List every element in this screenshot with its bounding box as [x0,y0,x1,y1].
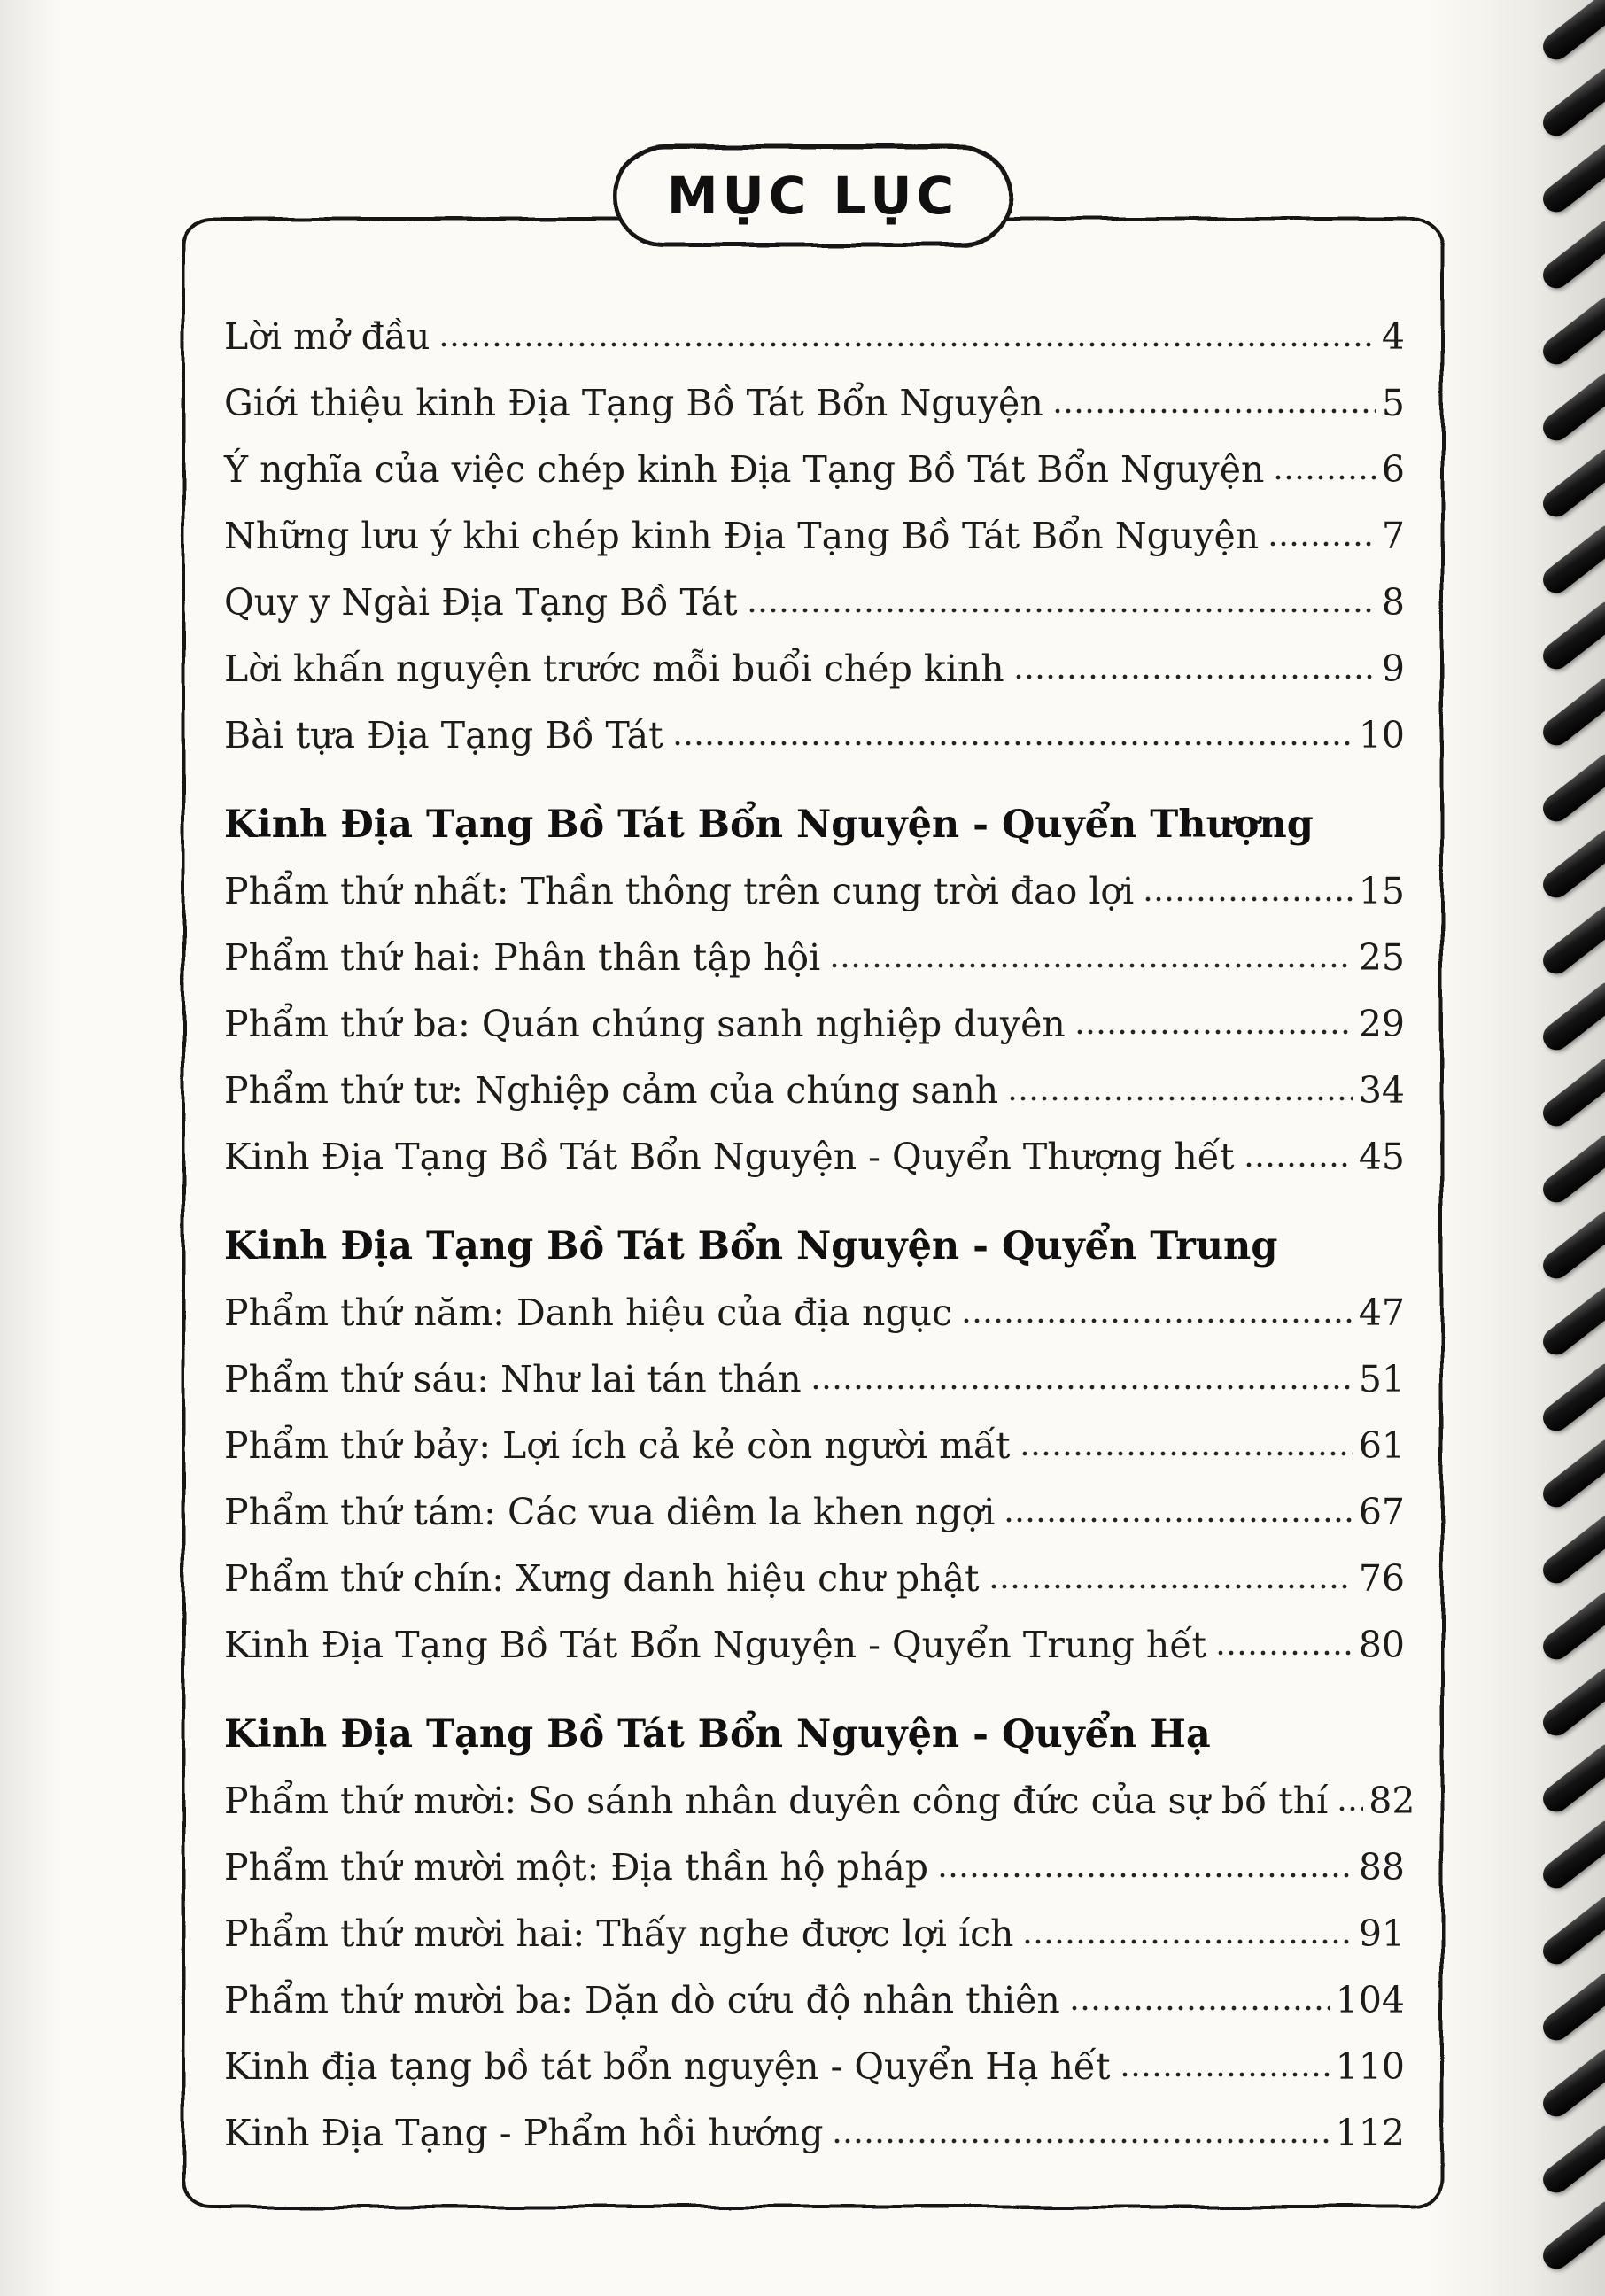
spiral-coil-icon [1538,2196,1605,2275]
toc-entry-title: Quy y Ngài Địa Tạng Bồ Tát [224,581,738,624]
toc-entry-page: 25 [1358,936,1405,979]
toc [224,304,1415,2167]
toc-entry [224,1058,1405,1124]
toc-entry-title: Những lưu ý khi chép kinh Địa Tạng Bồ Tát Bổn Nguyện [224,515,1260,557]
dot-leader [810,1383,1353,1392]
dot-leader [832,2137,1330,2145]
toc-entry-page: 5 [1381,382,1405,424]
table-of-contents-frame [182,166,1444,2208]
toc-entry [224,2034,1405,2100]
toc-entry [224,1612,1405,1679]
spiral-coil-icon [1538,1129,1605,1208]
dot-leader [1022,1937,1353,1946]
toc-entry [224,370,1405,437]
spiral-coil-icon [1538,672,1605,751]
spiral-coil-icon [1538,1358,1605,1437]
toc-entry-page: 76 [1358,1557,1405,1600]
dot-leader [1215,1648,1353,1657]
toc-entry-title: Kinh Địa Tạng Bồ Tát Bổn Nguyện - Quyển Trung hết [224,1624,1207,1666]
toc-entry-page: 112 [1335,2112,1405,2154]
toc-entry-title: Phẩm thứ tám: Các vua diêm la khen ngợi [224,1491,996,1533]
toc-entry-page: 34 [1358,1069,1405,1112]
dot-leader [1244,1160,1353,1169]
spiral-coil-icon [1538,1282,1605,1361]
title-bubble [613,144,1013,247]
toc-entry-page: 47 [1358,1292,1405,1334]
toc-entry [224,636,1405,702]
toc-entry [224,702,1405,769]
spiral-coil-icon [1538,1434,1605,1513]
toc-entry [224,991,1405,1058]
spiral-coil-icon [1538,1663,1605,1741]
spiral-coil-icon [1538,215,1605,294]
toc-entry-title: Phẩm thứ hai: Phân thân tập hội [224,936,821,979]
dot-leader [937,1871,1353,1880]
toc-entry-page: 80 [1358,1624,1405,1666]
toc-entry-page: 15 [1358,870,1405,912]
dot-leader [1004,1516,1353,1524]
toc-entry-title: Giới thiệu kinh Địa Tạng Bồ Tát Bổn Nguyện [224,382,1043,424]
toc-entry-title: Kinh Địa Tạng - Phẩm hồi hướng [224,2112,824,2154]
toc-entry-title: Phẩm thứ mười: So sánh nhân duyên công đức của sự bố thí [224,1780,1329,1822]
spiral-coil-icon [1538,444,1605,523]
spiral-coil-icon [1538,139,1605,218]
toc-entry-page: 61 [1358,1424,1405,1467]
dot-leader [1069,2004,1330,2013]
dot-leader [829,961,1353,970]
dot-leader [1007,1094,1353,1103]
toc-entry-page: 67 [1358,1491,1405,1533]
toc-entry-page: 29 [1358,1003,1405,1045]
spiral-coil-icon [1538,596,1605,675]
toc-entry [224,858,1405,925]
toc-entry [224,2100,1405,2167]
toc-entry-page: 9 [1381,648,1405,690]
dot-leader [1143,895,1353,904]
spiral-coil-icon [1538,1206,1605,1284]
toc-entry-page: 45 [1358,1136,1405,1178]
dot-leader [1273,473,1376,482]
toc-entry-title: Bài tựa Địa Tạng Bồ Tát [224,714,663,756]
toc-section-header: Kinh Địa Tạng Bồ Tát Bổn Nguyện - Quyển Thượng [224,803,1314,847]
spiral-coil-icon [1538,977,1605,1056]
spiral-binding [1454,0,1605,2296]
toc-entry-title: Lời mở đầu [224,315,430,358]
toc-entry-title: Phẩm thứ mười ba: Dặn dò cứu độ nhân thiên [224,1979,1060,2021]
toc-entry-title: Kinh Địa Tạng Bồ Tát Bổn Nguyện - Quyển Thượng hết [224,1136,1235,1178]
toc-entry [224,1346,1405,1413]
spiral-coil-icon [1538,368,1605,446]
toc-entry [224,1546,1405,1612]
spiral-coil-icon [1538,1586,1605,1665]
toc-entry-title: Phẩm thứ bảy: Lợi ích cả kẻ còn người mất [224,1424,1011,1467]
toc-entry-title: Kinh địa tạng bồ tát bổn nguyện - Quyển Hạ hết [224,2045,1111,2088]
toc-entry [224,1901,1405,1967]
toc-entry [224,503,1405,570]
toc-entry [224,1124,1405,1191]
toc-entry-page: 7 [1381,515,1405,557]
dot-leader [1337,1804,1363,1813]
toc-entry-title: Lời khấn nguyện trước mỗi buổi chép kinh [224,648,1004,690]
toc-entry [224,1834,1405,1901]
dot-leader [1268,539,1376,548]
toc-entry-page: 6 [1381,448,1405,491]
dot-leader [672,739,1353,748]
spiral-coil-icon [1538,1891,1605,1970]
spiral-coil-icon [1538,2120,1605,2199]
toc-entry-page: 91 [1358,1912,1405,1955]
dot-leader [989,1582,1353,1591]
dot-leader [1013,672,1376,681]
toc-entry [224,570,1405,636]
spiral-coil-icon [1538,901,1605,980]
toc-entry-title: Phẩm thứ mười một: Địa thần hộ pháp [224,1846,928,1889]
toc-entry [224,1280,1405,1346]
toc-entry-page: 4 [1381,315,1405,358]
toc-entry-page: 51 [1358,1358,1405,1400]
spiral-coil-icon [1538,1815,1605,1894]
dot-leader [961,1316,1353,1325]
spiral-coil-icon [1538,749,1605,827]
toc-entry-title: Phẩm thứ tư: Nghiệp cảm của chúng sanh [224,1069,999,1112]
toc-entry-title: Ý nghĩa của việc chép kinh Địa Tạng Bồ Tát Bổn Nguyện [224,448,1265,491]
toc-entry-title: Phẩm thứ ba: Quán chúng sanh nghiệp duyên [224,1003,1066,1045]
toc-entry [224,1967,1405,2034]
spiral-coil-icon [1538,291,1605,370]
spiral-coil-icon [1538,1510,1605,1589]
dot-leader [1052,407,1376,415]
toc-entry [224,1413,1405,1479]
dot-leader [1074,1028,1353,1036]
toc-entry [224,1479,1405,1546]
spiral-coil-icon [1538,63,1605,142]
toc-entry-page: 104 [1335,1979,1405,2021]
toc-entry-title: Phẩm thứ năm: Danh hiệu của địa ngục [224,1292,953,1334]
toc-section-header: Kinh Địa Tạng Bồ Tát Bổn Nguyện - Quyển Hạ [224,1712,1211,1757]
spiral-coil-icon [1538,520,1605,599]
toc-entry [224,437,1405,503]
toc-entry-title: Phẩm thứ sáu: Như lai tán thán [224,1358,802,1400]
spiral-coil-icon [1538,2044,1605,2122]
toc-entry [224,925,1405,991]
toc-entry-page: 110 [1335,2045,1405,2088]
toc-section-header: Kinh Địa Tạng Bồ Tát Bổn Nguyện - Quyển Trung [224,1224,1278,1268]
dot-leader [747,606,1376,615]
toc-entry-title: Phẩm thứ chín: Xưng danh hiệu chư phật [224,1557,980,1600]
spiral-coil-icon [1538,0,1605,65]
page-title: MỤC LỤC [666,166,959,226]
spiral-coil-icon [1538,825,1605,904]
dot-leader [1120,2070,1330,2079]
page-gutter-shade [0,0,62,2296]
toc-entry-title: Phẩm thứ mười hai: Thấy nghe được lợi ích [224,1912,1014,1955]
dot-leader [1020,1449,1353,1458]
spiral-coil-icon [1538,1739,1605,1818]
toc-entry [224,1768,1415,1834]
toc-entry-page: 82 [1369,1780,1415,1822]
spiral-coil-icon [1538,1053,1605,1132]
dot-leader [438,340,1376,349]
spiral-coil-icon [1538,1967,1605,2046]
toc-entry [224,304,1405,370]
toc-entry-page: 10 [1358,714,1405,756]
toc-entry-page: 8 [1381,581,1405,624]
toc-entry-page: 88 [1358,1846,1405,1889]
toc-entry-title: Phẩm thứ nhất: Thần thông trên cung trời đao lợi [224,870,1135,912]
